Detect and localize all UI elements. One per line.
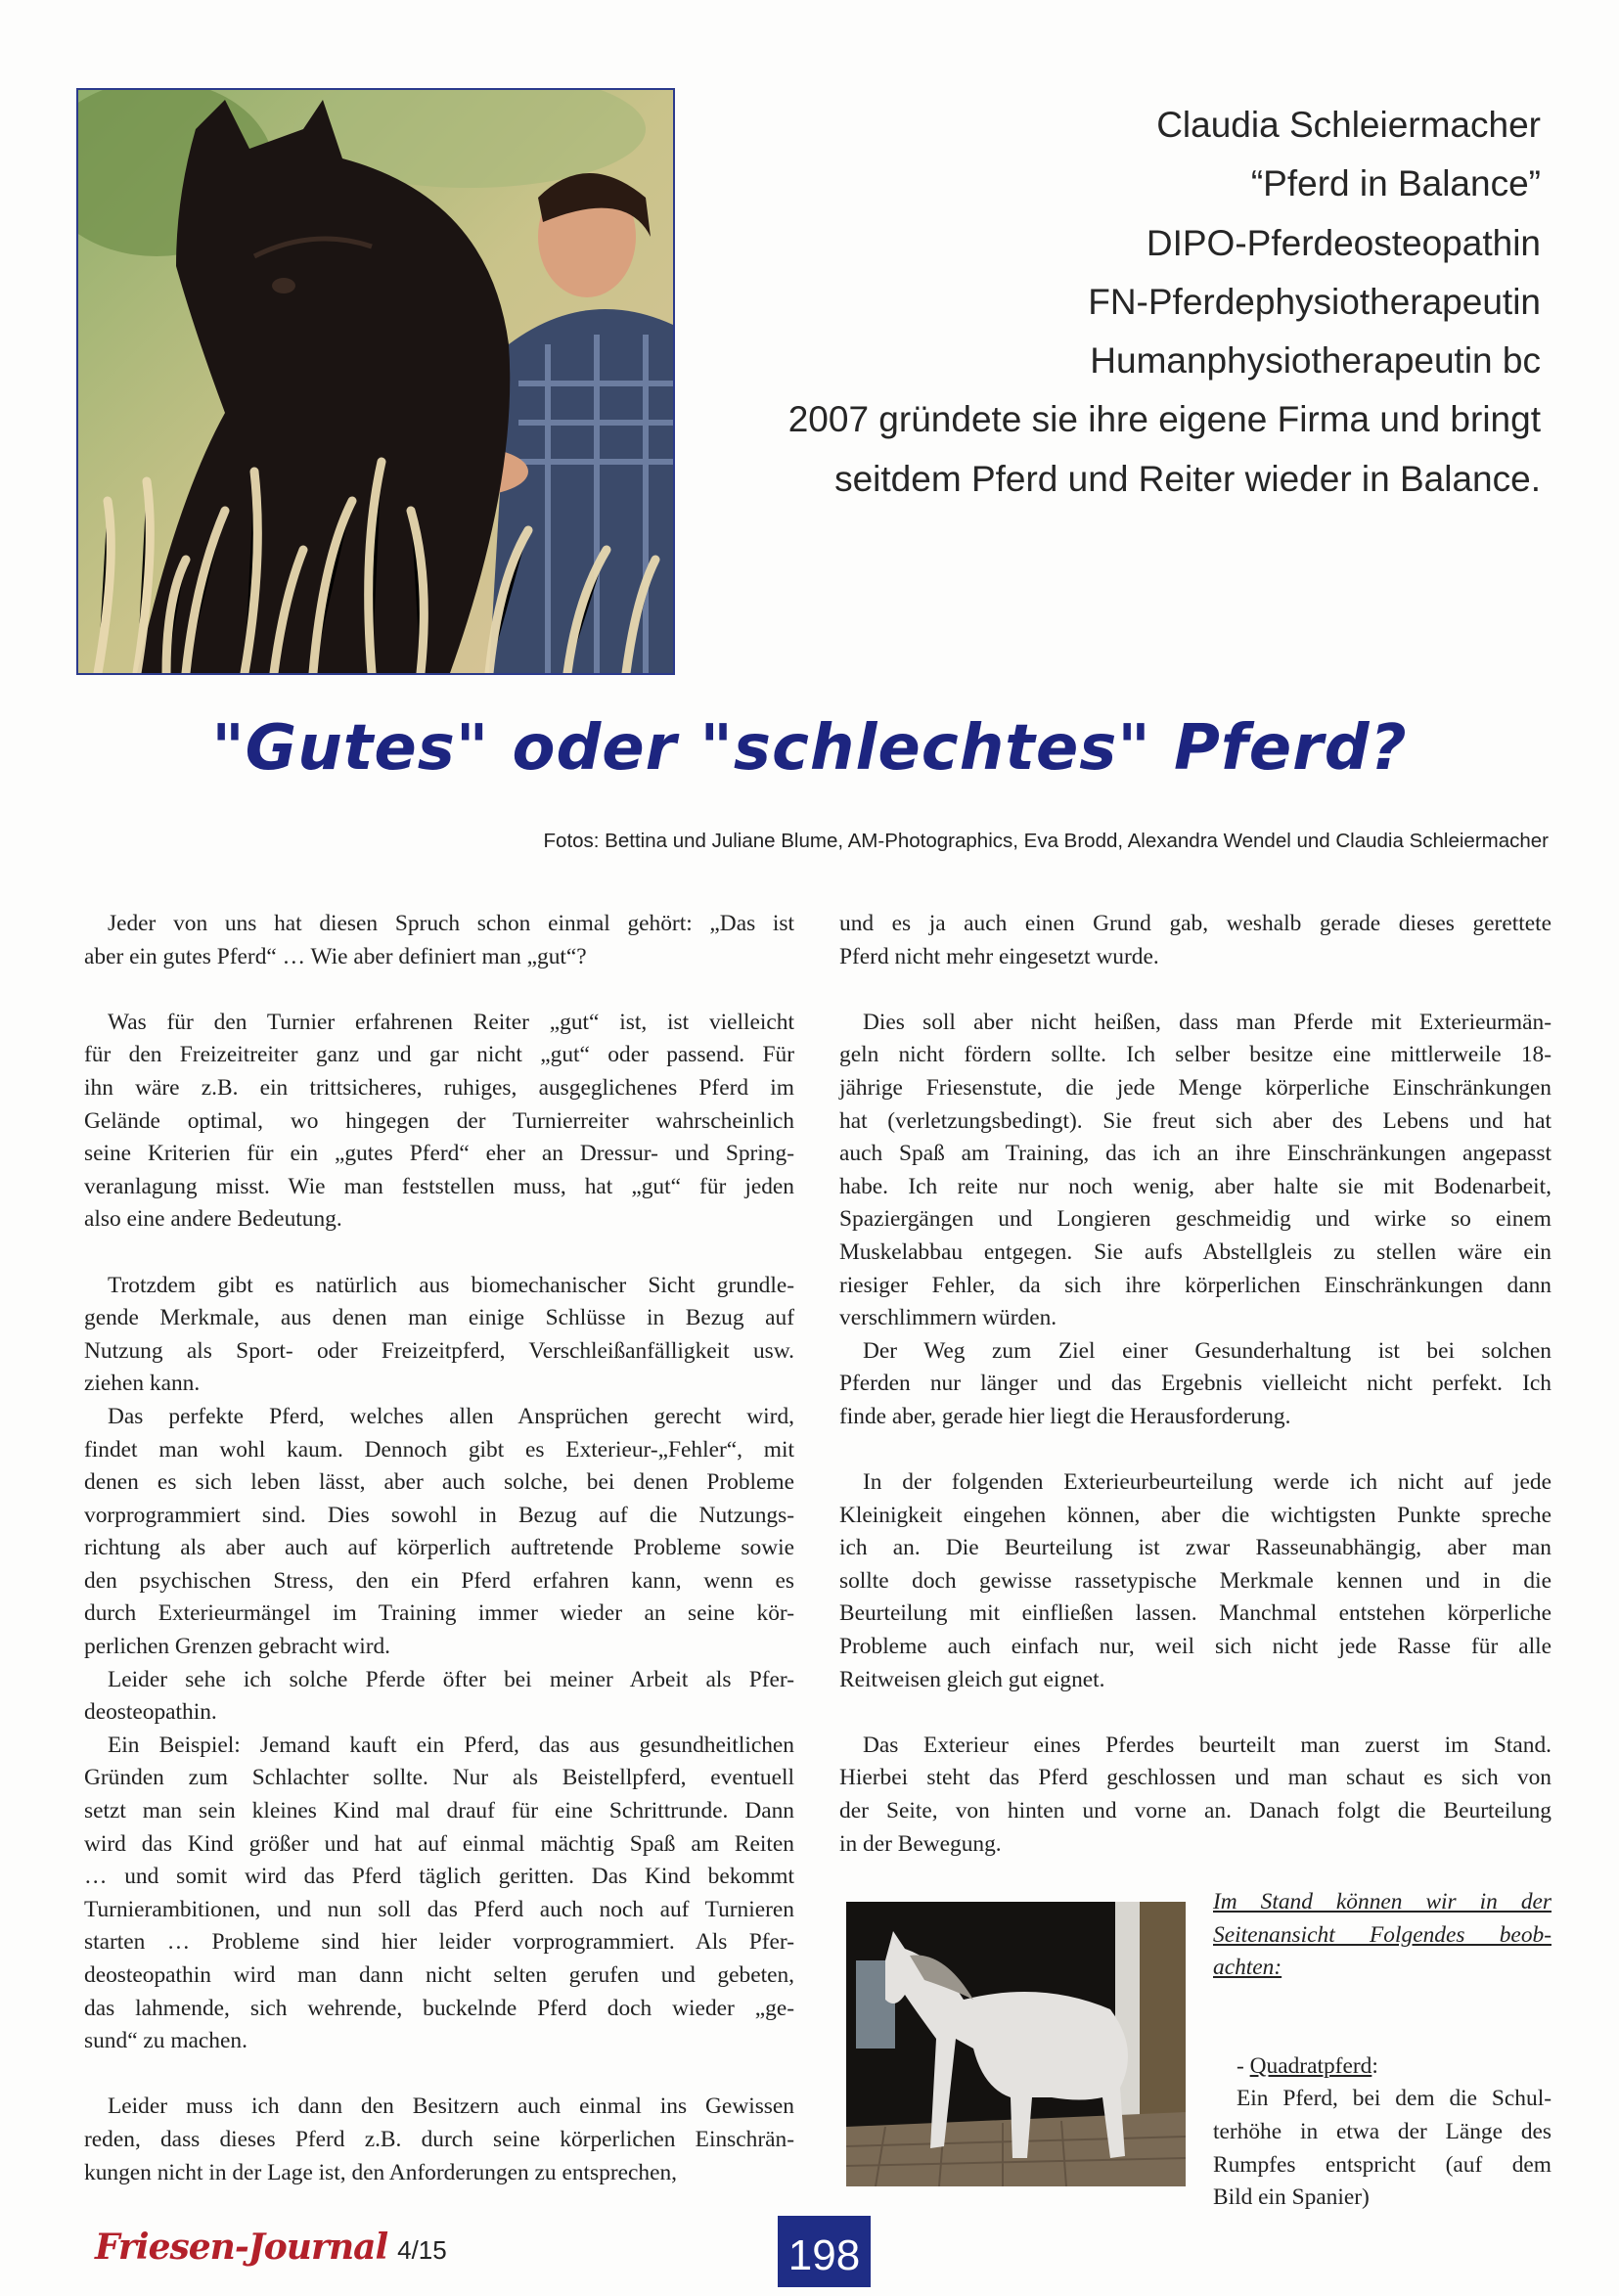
paragraph <box>84 1401 794 1664</box>
text-line: Das perfekte Pferd, welches allen Ansprüchen gerecht wird, <box>108 1403 794 1429</box>
text-line: verschlimmern würden. <box>839 1305 1057 1331</box>
photo-illustration <box>78 90 673 673</box>
bio-line: “Pferd in Balance” <box>1250 163 1541 204</box>
text-line: denen es sich leben lässt, aber auch solche, bei denen Probleme <box>84 1469 794 1496</box>
text-line: Jeder von uns hat diesen Spruch schon einmal gehört: „Das ist <box>108 911 794 936</box>
text-line: Spaziergängen und Longieren geschmeidig und wirke so einem <box>839 1206 1552 1233</box>
text-line: habe. Ich reite nur noch wenig, aber halte sie mit Bodenarbeit, <box>839 1173 1552 1199</box>
text-line: ihn wäre z.B. ein trittsicheres, ruhiges, ausgeglichenes Pferd im <box>84 1074 794 1101</box>
text-line: reden, dass dieses Pferd z.B. durch seine körperlichen Einschrän- <box>84 2126 794 2152</box>
text-line: sollte doch gewisse rassetypische Merkmale kennen und in die <box>839 1567 1552 1594</box>
article-title: "Gutes" oder "schlechtes" Pferd? <box>211 712 1408 785</box>
caption-heading-line: achten: <box>1213 1955 1282 1981</box>
bio-line: DIPO-Pferdeosteopathin <box>1146 222 1541 263</box>
paragraph <box>839 1335 1552 1434</box>
caption-heading-line: Im Stand können wir in der <box>1213 1889 1552 1914</box>
text-line: deosteopathin wird man dann nicht selten gerufen und gebeten, <box>84 1962 794 1988</box>
text-line: perlichen Grenzen gebracht wird. <box>84 1634 391 1660</box>
magazine-logo: Friesen-Journal <box>95 2227 388 2268</box>
text-line: ziehen kann. <box>84 1371 201 1397</box>
paragraph <box>84 1730 794 2058</box>
text-line: und es ja auch einen Grund gab, weshalb gerade dieses gerettete <box>839 911 1552 936</box>
caption-body-line: Rumpfes entspricht (auf dem <box>1213 2151 1552 2178</box>
text-line: starten … Probleme sind hier leider vorprogrammiert. Als Pfer- <box>84 1929 794 1956</box>
text-line: durch Exterieurmängel im Training immer wieder an seine kör- <box>84 1600 794 1627</box>
text-line: deosteopathin. <box>84 1699 217 1726</box>
text-line: … und somit wird das Pferd täglich geritten. Das Kind bekommt <box>84 1864 794 1890</box>
text-line: Kleinigkeit eingehen können, aber die wichtigsten Punkte spreche <box>839 1502 1552 1528</box>
paragraph <box>839 1730 1552 1861</box>
text-line: Leider muss ich dann den Besitzern auch einmal ins Gewissen <box>108 2093 794 2120</box>
caption-term <box>1213 2050 1552 2084</box>
text-line: In der folgenden Exterieurbeurteilung werde ich nicht auf jede <box>863 1469 1552 1496</box>
text-line: Probleme auch einfach nur, weil sich nicht jede Rasse für alle <box>839 1634 1552 1660</box>
caption-body-line: Bild ein Spanier) <box>1213 2184 1370 2211</box>
text-line: kungen nicht in der Lage ist, den Anforderungen zu entsprechen, <box>84 2159 678 2185</box>
paragraph <box>84 1270 794 1401</box>
text-line: sund“ zu machen. <box>84 2028 247 2054</box>
text-line: Leider sehe ich solche Pferde öfter bei meiner Arbeit als Pfer- <box>108 1666 794 1692</box>
text-line: in der Bewegung. <box>839 1830 1002 1857</box>
text-line: der Seite, von hinten und vorne an. Danach folgt die Beurteilung <box>839 1798 1552 1824</box>
text-line: Ein Beispiel: Jemand kauft ein Pferd, das aus gesundheitlichen <box>108 1732 794 1758</box>
paragraph <box>84 1664 794 1730</box>
text-line: das lahmende, sich wehrende, buckelnde Pferd doch wieder „ge- <box>84 1995 794 2021</box>
text-line: Nutzung als Sport- oder Freizeitpferd, Verschleißanfälligkeit usw. <box>84 1337 794 1364</box>
text-line: Das Exterieur eines Pferdes beurteilt man zuerst im Stand. <box>863 1732 1552 1758</box>
text-line: Gründen zum Schlachter sollte. Nur als Beistellpferd, eventuell <box>84 1765 794 1791</box>
text-line: vorprogrammiert sind. Dies sowohl in Bezug auf die Nutzungs- <box>84 1502 794 1528</box>
text-line: riesiger Fehler, da sich ihre körperlichen Einschränkungen dann <box>839 1272 1552 1298</box>
page-number: 198 <box>778 2216 871 2287</box>
text-line: Was für den Turnier erfahrenen Reiter „gut“ ist, ist vielleicht <box>108 1009 794 1035</box>
text-line: Dies soll aber nicht heißen, dass man Pferde mit Exterieurmän- <box>863 1009 1552 1035</box>
text-line: Beurteilung mit einfließen lassen. Manchmal entstehen körperliche <box>839 1600 1552 1627</box>
caption-body-line: Ein Pferd, bei dem die Schul- <box>1237 2086 1552 2112</box>
text-line: Hierbei steht das Pferd geschlossen und man schaut es sich von <box>839 1765 1552 1791</box>
text-line: Gelände optimal, wo hingegen der Turnierreiter wahrscheinlich <box>84 1107 794 1134</box>
text-line: gende Merkmale, aus denen man einige Schlüsse in Bezug auf <box>84 1305 794 1331</box>
caption-heading-line: Seitenansicht Folgendes beob- <box>1213 1921 1552 1948</box>
text-line: seine Kriterien für ein „gutes Pferd“ eher an Dressur- und Spring- <box>84 1141 794 1167</box>
paragraph <box>84 908 794 973</box>
caption-term-suffix: : <box>1372 2052 1378 2079</box>
paragraph <box>839 1466 1552 1696</box>
text-line: Reitweisen gleich gut eignet. <box>839 1666 1105 1692</box>
author-bio <box>685 96 1541 509</box>
text-line: für den Freizeitreiter ganz und gar nicht „gut“ oder passend. Für <box>84 1042 794 1068</box>
text-line: also eine andere Bedeutung. <box>84 1206 342 1233</box>
bio-line: 2007 gründete sie ihre eigene Firma und bringt <box>787 399 1541 440</box>
text-line: ich an. Die Beurteilung ist zwar Rasseunabhängig, aber man <box>839 1535 1552 1561</box>
text-line: den psychischen Stress, den ein Pferd erfahren kann, wenn es <box>84 1567 794 1594</box>
caption-term-name: Quadratpferd <box>1249 2052 1372 2079</box>
text-line: jährige Friesenstute, die jede Menge körperliche Einschränkungen <box>839 1074 1552 1101</box>
bio-line: FN-Pferdephysiotherapeutin <box>1088 281 1541 322</box>
caption-body-line: terhöhe in etwa der Länge des <box>1213 2118 1552 2144</box>
photo-illustration <box>846 1902 1186 2186</box>
text-line: aber ein gutes Pferd“ … Wie aber definiert man „gut“? <box>84 943 587 969</box>
text-line: wird das Kind größer und hat auf einmal mächtig Spaß am Reiten <box>84 1830 794 1857</box>
text-column-right <box>839 908 1552 1861</box>
photo-credits: Fotos: Bettina und Juliane Blume, AM-Photographics, Eva Brodd, Alexandra Wendel und Claudia Schleiermacher <box>543 830 1549 852</box>
text-line: richtung als aber auch auf körperlich auftretende Probleme sowie <box>84 1535 794 1561</box>
text-line: Trotzdem gibt es natürlich aus biomechanischer Sicht grundle- <box>108 1272 794 1298</box>
photo-grey-horse <box>846 1902 1186 2186</box>
photo-horse-and-therapist <box>76 88 675 675</box>
figure-caption <box>1213 1886 1552 2215</box>
text-line: hat (verletzungsbedingt). Sie freut sich aber des Lebens und hat <box>839 1107 1552 1134</box>
bio-line: Humanphysiotherapeutin bc <box>1090 340 1541 382</box>
issue-number: 4/15 <box>397 2235 447 2265</box>
text-line: geln nicht fördern sollte. Ich selber besitze eine mittlerweile 18- <box>839 1042 1552 1068</box>
caption-term-prefix: - <box>1237 2052 1250 2079</box>
footer-magazine <box>95 2227 447 2268</box>
bio-line: Claudia Schleiermacher <box>1156 105 1541 145</box>
text-line: Der Weg zum Ziel einer Gesunderhaltung ist bei solchen <box>863 1337 1552 1364</box>
paragraph <box>839 908 1552 973</box>
text-line: Pferd nicht mehr eingesetzt wurde. <box>839 943 1159 969</box>
paragraph <box>84 2091 794 2189</box>
bio-line: seitdem Pferd und Reiter wieder in Balance. <box>834 458 1541 499</box>
text-line: veranlagung misst. Wie man feststellen muss, hat „gut“ für jeden <box>84 1173 794 1199</box>
text-line: Turnierambitionen, und nun soll das Pferd auch noch auf Turnieren <box>84 1896 794 1922</box>
text-line: Pferden nur länger und das Ergebnis vielleicht nicht perfekt. Ich <box>839 1371 1552 1397</box>
text-line: finde aber, gerade hier liegt die Herausforderung. <box>839 1403 1291 1429</box>
text-line: Muskelabbau entgegen. Sie aufs Abstellgleis zu stellen wäre ein <box>839 1238 1552 1265</box>
text-line: setzt man sein kleines Kind mal drauf für eine Schrittrunde. Dann <box>84 1798 794 1824</box>
text-line: auch Spaß am Training, das ich an ihre Einschränkungen angepasst <box>839 1141 1552 1167</box>
text-line: findet man wohl kaum. Dennoch gibt es Exterieur-„Fehler“, mit <box>84 1436 794 1463</box>
paragraph <box>839 1007 1552 1335</box>
text-column-left <box>84 908 794 2189</box>
paragraph <box>84 1007 794 1237</box>
